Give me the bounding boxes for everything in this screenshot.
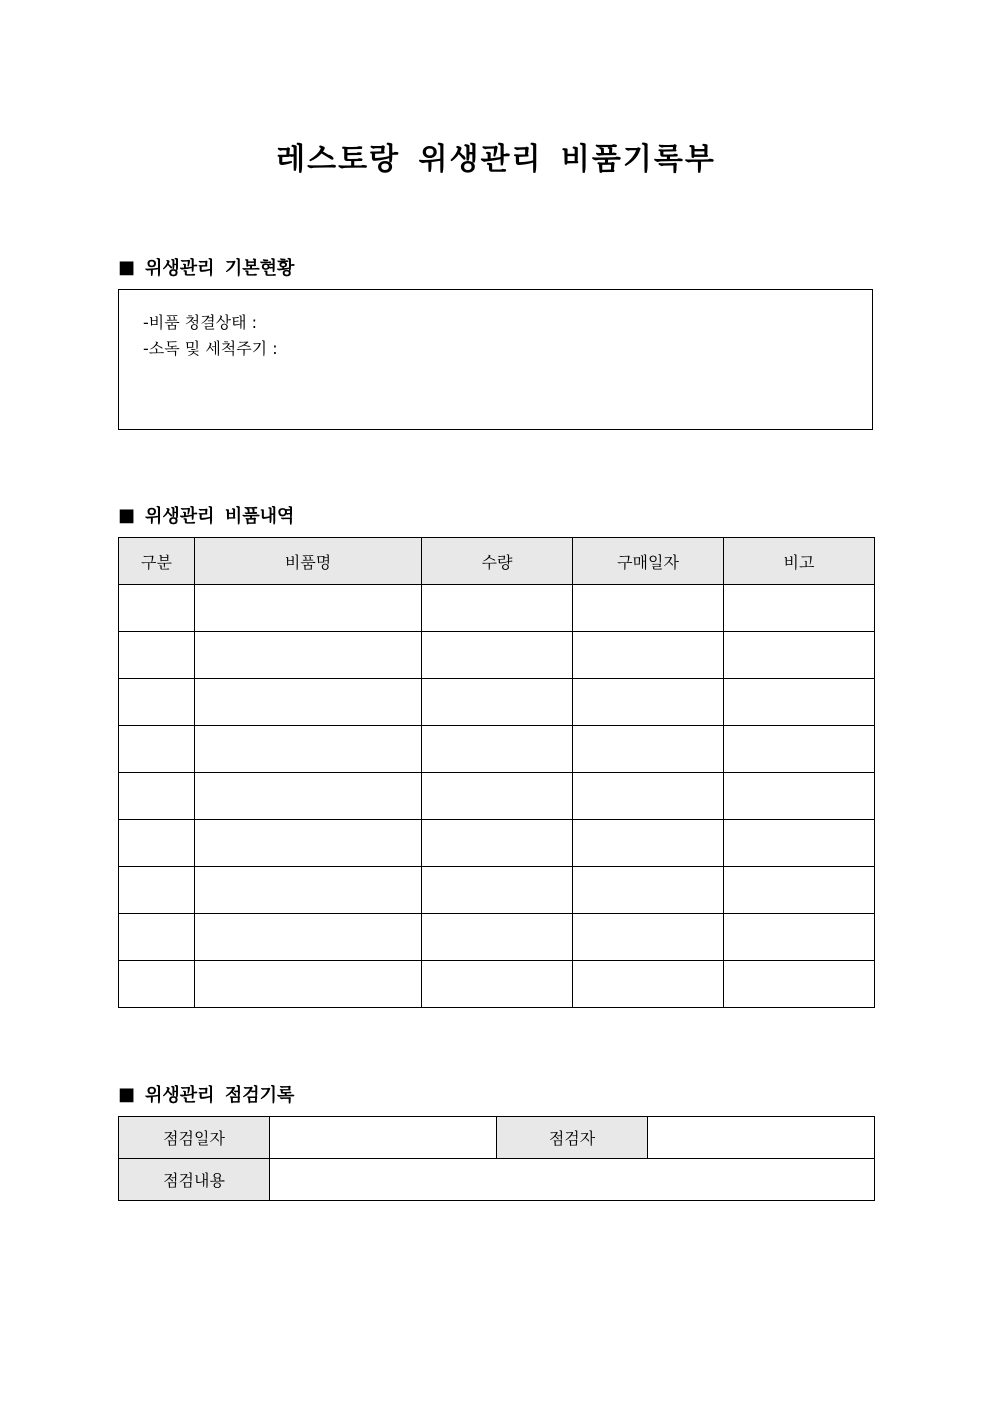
section-heading-basic-status [118,254,294,280]
table-header-row [119,538,875,585]
section-heading-label: 위생관리 기본현황 [145,258,295,279]
section-heading-label: 위생관리 비품내역 [145,506,295,527]
table-cell[interactable] [119,726,195,773]
table-row [119,820,875,867]
table-cell[interactable] [422,773,573,820]
inspector-label: 점검자 [497,1117,648,1159]
table-cell[interactable] [573,585,724,632]
column-header-item-name: 비품명 [195,538,422,585]
table-cell[interactable] [573,820,724,867]
table-cell[interactable] [724,632,875,679]
table-cell[interactable] [119,961,195,1008]
table-row [119,679,875,726]
table-row [119,632,875,679]
table-cell[interactable] [573,632,724,679]
inspection-date-field[interactable] [270,1117,497,1159]
table-row [119,914,875,961]
table-row [119,867,875,914]
table-cell[interactable] [422,820,573,867]
inspection-content-label: 점검내용 [119,1159,270,1201]
table-row [119,585,875,632]
table-cell[interactable] [195,679,422,726]
table-cell[interactable] [195,914,422,961]
square-bullet-icon: ■ [118,504,136,526]
table-cell[interactable] [422,914,573,961]
column-header-remarks: 비고 [724,538,875,585]
table-cell[interactable] [573,961,724,1008]
table-cell[interactable] [724,961,875,1008]
table-cell[interactable] [724,773,875,820]
column-header-category: 구분 [119,538,195,585]
table-cell[interactable] [724,585,875,632]
page-title: 레스토랑 위생관리 비품기록부 [276,142,716,177]
table-cell[interactable] [573,679,724,726]
cleanliness-status-line: -비품 청결상태 : [143,313,258,332]
section-heading-label: 위생관리 점검기록 [145,1085,295,1106]
table-row [119,961,875,1008]
table-cell[interactable] [195,867,422,914]
square-bullet-icon: ■ [118,1083,136,1105]
column-header-purchase-date: 구매일자 [573,538,724,585]
table-cell[interactable] [195,961,422,1008]
table-cell[interactable] [119,914,195,961]
table-cell[interactable] [422,679,573,726]
table-cell[interactable] [724,679,875,726]
table-cell[interactable] [119,773,195,820]
inspection-content-field[interactable] [270,1159,875,1201]
table-cell[interactable] [119,867,195,914]
table-cell[interactable] [422,632,573,679]
basic-status-box[interactable] [118,289,873,430]
table-cell[interactable] [195,773,422,820]
table-row [119,726,875,773]
table-row [119,1117,875,1159]
disinfection-cycle-line: -소독 및 세척주기 : [143,339,278,358]
table-row [119,1159,875,1201]
table-cell[interactable] [119,632,195,679]
inspection-date-label: 점검일자 [119,1117,270,1159]
table-cell[interactable] [724,820,875,867]
inspection-table [118,1116,875,1201]
table-cell[interactable] [724,867,875,914]
section-heading-inspection [118,1081,294,1107]
table-cell[interactable] [195,632,422,679]
table-cell[interactable] [573,914,724,961]
table-row [119,773,875,820]
inspector-field[interactable] [648,1117,875,1159]
table-cell[interactable] [724,914,875,961]
table-cell[interactable] [422,961,573,1008]
section-heading-items [118,502,294,528]
table-cell[interactable] [119,585,195,632]
table-cell[interactable] [422,867,573,914]
table-cell[interactable] [573,867,724,914]
table-cell[interactable] [195,585,422,632]
table-cell[interactable] [573,773,724,820]
column-header-quantity: 수량 [422,538,573,585]
items-table [118,537,875,1008]
table-cell[interactable] [573,726,724,773]
table-cell[interactable] [195,820,422,867]
table-cell[interactable] [724,726,875,773]
table-cell[interactable] [195,726,422,773]
table-cell[interactable] [119,820,195,867]
table-cell[interactable] [119,679,195,726]
table-cell[interactable] [422,585,573,632]
square-bullet-icon: ■ [118,256,136,278]
table-cell[interactable] [422,726,573,773]
